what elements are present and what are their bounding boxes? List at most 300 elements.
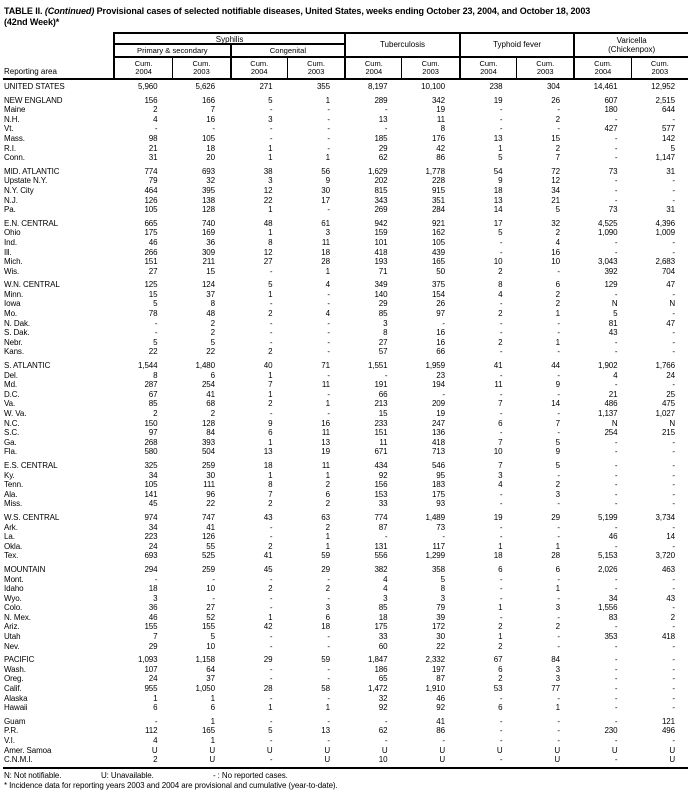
cell: - [212, 574, 215, 584]
cell: - [557, 641, 560, 651]
cell: 5 [153, 337, 158, 347]
table-section [3, 361, 688, 457]
cell: 46 [436, 693, 445, 703]
cell: 58 [321, 684, 330, 694]
col-header-cum: Cum. 2004 [573, 58, 630, 78]
cell: - [614, 641, 618, 651]
cell: 7 [555, 153, 560, 163]
cell: 3 [383, 593, 388, 603]
cell: 156 [144, 95, 158, 105]
row-label: V.I. [4, 736, 15, 745]
cell: 2 [325, 480, 330, 490]
cell: - [327, 114, 330, 124]
cell: 351 [431, 195, 445, 205]
cell: - [614, 574, 618, 584]
cell: - [557, 328, 560, 338]
cell: 259 [201, 564, 215, 574]
cell: 19 [493, 95, 503, 105]
cell: 215 [661, 428, 675, 438]
col-header-cum: Cum. 2004 [344, 58, 401, 78]
cell: 11 [379, 437, 388, 447]
cell: 30 [436, 632, 445, 642]
cell: - [614, 716, 618, 726]
cell: 38 [263, 166, 273, 176]
cell: - [269, 593, 273, 603]
cell: 4 [153, 736, 158, 745]
cell: - [327, 143, 330, 153]
cell: 43 [263, 512, 273, 522]
cell: 7 [498, 399, 503, 409]
cell: - [442, 532, 445, 542]
footnote-not-notifiable: N: Not notifiable. [4, 770, 62, 780]
cell: 29 [148, 641, 158, 651]
title-part2: Provisional cases of selected notifiable diseases, United States, weeks ending October 23, 2004, and October 18, 2003 [94, 6, 591, 16]
cell: - [327, 674, 330, 684]
cell: - [269, 409, 273, 418]
cell: 1,847 [367, 655, 388, 665]
table-row [3, 736, 688, 746]
cell: N [611, 418, 618, 428]
cell: 9 [498, 176, 503, 186]
table-row [3, 532, 688, 542]
title-part1: TABLE II. [4, 6, 45, 16]
cell: - [499, 716, 503, 726]
cell: 343 [374, 195, 388, 205]
cell: 33 [378, 632, 388, 642]
row-label: W.S. CENTRAL [4, 512, 60, 522]
row-label: N.Y. City [4, 185, 34, 195]
cell: 180 [604, 105, 618, 115]
cell: - [557, 347, 560, 357]
cell: 5 [268, 726, 273, 736]
cell: - [672, 309, 675, 319]
cell: 1 [498, 541, 503, 551]
cell: - [269, 133, 273, 143]
cell: 8 [153, 370, 158, 380]
cell: - [672, 195, 675, 205]
cell: 6 [555, 564, 560, 574]
cell: 62 [378, 153, 388, 163]
cell: 11 [321, 380, 330, 390]
table-row [3, 186, 688, 196]
cell: - [442, 389, 445, 399]
column-group-row [115, 34, 688, 58]
cell: 169 [201, 228, 215, 238]
cell: 65 [378, 674, 388, 684]
cell: 269 [374, 205, 388, 215]
cell: 155 [201, 622, 215, 632]
cell: - [614, 153, 618, 163]
row-label: S. Dak. [4, 328, 30, 338]
table-row [3, 280, 688, 290]
cell: 1 [268, 205, 273, 215]
cell: - [442, 736, 445, 745]
table-row [3, 438, 688, 448]
cell: 3,734 [655, 512, 675, 522]
cell: - [557, 726, 560, 736]
cell: 6 [555, 280, 560, 290]
cell: 64 [206, 664, 215, 674]
cell: 21 [608, 389, 618, 399]
cell: 259 [201, 460, 215, 470]
cell: 27 [206, 603, 215, 613]
cell: 254 [604, 428, 618, 438]
cell: - [499, 370, 503, 380]
cell: 1 [210, 693, 215, 703]
table-section [3, 565, 688, 651]
cell: 45 [148, 499, 158, 509]
cell: U [266, 745, 273, 755]
table-row [3, 115, 688, 125]
row-label: Calif. [4, 684, 22, 694]
cell: - [672, 489, 675, 499]
cell: 254 [201, 380, 215, 390]
cell: 1,551 [367, 361, 388, 371]
table-section [3, 513, 688, 561]
cell: 921 [431, 218, 445, 228]
cell: 8 [210, 299, 215, 309]
cell: - [557, 370, 560, 380]
cell: 1,778 [425, 166, 445, 176]
table-section [3, 461, 688, 509]
cell: 7 [268, 489, 273, 499]
row-label: N.J. [4, 195, 18, 205]
cell: 4 [325, 280, 330, 290]
cell: 211 [202, 257, 215, 267]
cell: - [269, 664, 273, 674]
cell: - [269, 337, 273, 347]
cell: - [672, 380, 675, 390]
cell: 2 [555, 114, 560, 124]
cell: 4,396 [655, 218, 675, 228]
cell: - [614, 114, 618, 124]
cell: 19 [493, 512, 503, 522]
cell: 87 [378, 522, 388, 532]
cell: 1 [268, 612, 273, 622]
table-row [3, 338, 688, 348]
cell: - [672, 522, 675, 532]
cell: 29 [321, 564, 330, 574]
table-row [3, 461, 688, 471]
cell: - [269, 603, 273, 613]
row-label: Pa. [4, 205, 16, 215]
cell: - [269, 328, 273, 338]
cell: - [672, 541, 675, 551]
cell: 2 [268, 399, 273, 409]
cell: 11 [321, 460, 330, 470]
table-row [3, 523, 688, 533]
cell: 228 [431, 176, 445, 186]
cell: 3 [325, 228, 330, 238]
cell: - [269, 693, 273, 703]
cell: 1,093 [137, 655, 158, 665]
cell: 93 [436, 499, 445, 509]
cell: 375 [431, 280, 445, 290]
cell: 125 [144, 280, 158, 290]
table-section [3, 717, 688, 765]
table-section [3, 82, 688, 92]
cell: - [672, 337, 675, 347]
cell: 2 [555, 299, 560, 309]
cell: 815 [374, 185, 388, 195]
cell: 175 [431, 489, 445, 499]
cell: 34 [551, 185, 560, 195]
table-section [3, 219, 688, 277]
cell: 98 [148, 133, 158, 143]
cell: 353 [604, 632, 618, 642]
cell: 3 [268, 114, 273, 124]
row-label: Miss. [4, 499, 23, 509]
cell: 3 [555, 489, 560, 499]
cell: 1,090 [597, 228, 618, 238]
cell: - [672, 674, 675, 684]
row-label: Ohio [4, 228, 21, 238]
cell: 17 [493, 218, 503, 228]
cell: 40 [263, 361, 273, 371]
cell: 42 [436, 143, 445, 153]
cell: 85 [378, 603, 388, 613]
cell: 2 [268, 584, 273, 594]
table-row [3, 542, 688, 552]
cell: 304 [546, 82, 560, 91]
cell: 10 [378, 755, 388, 765]
cell: 138 [201, 195, 215, 205]
cell: 16 [206, 114, 215, 124]
cell: - [614, 736, 618, 745]
row-label: Ark. [4, 522, 18, 532]
cell: - [269, 105, 273, 115]
cell: - [499, 409, 503, 418]
table-row [3, 267, 688, 277]
table-row [3, 674, 688, 684]
cell: 1 [153, 693, 158, 703]
col-header-cum: Cum. 2003 [172, 58, 229, 78]
cell: - [614, 237, 618, 247]
cell: 128 [201, 205, 215, 215]
cell: - [499, 389, 503, 399]
cell: - [614, 489, 618, 499]
cell: - [499, 755, 503, 765]
cell: 8 [498, 280, 503, 290]
cell: 29 [263, 655, 273, 665]
cell: - [327, 205, 330, 215]
cell: 7 [210, 105, 215, 115]
cell: 13 [321, 726, 330, 736]
cell: 11 [321, 428, 330, 438]
table-row [3, 196, 688, 206]
row-label: Va. [4, 399, 16, 409]
table-row [3, 551, 688, 561]
cell: 77 [551, 684, 560, 694]
row-label: Tex. [4, 551, 19, 561]
cell: 14 [493, 205, 503, 215]
row-label: Wyo. [4, 593, 22, 603]
cell: 10 [206, 584, 215, 594]
cell: 1,556 [597, 603, 618, 613]
cell: - [672, 603, 675, 613]
cell: 8 [440, 124, 445, 134]
table-row [3, 105, 688, 115]
cell: 48 [263, 218, 273, 228]
cell: 13 [321, 437, 330, 447]
cell: 1,147 [655, 153, 675, 163]
table-row [3, 371, 688, 381]
cell: 2 [325, 584, 330, 594]
cell: - [499, 726, 503, 736]
cell: U [554, 745, 560, 755]
cell: 45 [263, 564, 273, 574]
cell: 1 [268, 703, 273, 713]
row-label: Mich. [4, 257, 23, 267]
cell: 15 [551, 133, 560, 143]
cell: - [499, 428, 503, 438]
cell: N [669, 299, 675, 309]
cell: 418 [374, 247, 388, 257]
row-label: P.R. [4, 726, 19, 736]
cell: - [327, 693, 330, 703]
col-group-typhoid-fever: Typhoid fever [459, 34, 574, 56]
cell: 2 [210, 328, 215, 338]
cell: - [499, 584, 503, 594]
cell: 3 [383, 318, 388, 328]
cell: 1,902 [597, 361, 618, 371]
cell: 41 [493, 361, 503, 371]
cell: - [557, 428, 560, 438]
cell: 124 [201, 280, 215, 290]
cell: - [672, 114, 675, 124]
cell: - [327, 632, 330, 642]
cell: 34 [148, 522, 158, 532]
row-label: Md. [4, 380, 18, 390]
cell: 155 [144, 622, 158, 632]
cell: U [324, 755, 330, 765]
cell: 15 [206, 266, 215, 276]
cell: 22 [206, 499, 215, 509]
cell: - [327, 574, 330, 584]
col-header-cum: Cum. 2004 [459, 58, 516, 78]
cell: 5 [210, 337, 215, 347]
cell: 1 [325, 532, 330, 542]
cell: 5 [555, 205, 560, 215]
cell: - [614, 195, 618, 205]
cell: - [557, 612, 560, 622]
cell: 43 [608, 328, 618, 338]
cell: 693 [144, 551, 158, 561]
cell: 355 [316, 82, 330, 91]
cell: - [499, 237, 503, 247]
row-label: Ariz. [4, 622, 20, 632]
row-label: N. Mex. [4, 612, 31, 622]
cell: 176 [431, 133, 445, 143]
cell: 2 [498, 674, 503, 684]
cell: - [269, 266, 273, 276]
cell: - [212, 124, 215, 134]
cell: 18 [263, 460, 273, 470]
row-label: Tenn. [4, 480, 24, 490]
cell: 464 [144, 185, 158, 195]
cell: 5 [555, 437, 560, 447]
cell: 24 [148, 541, 158, 551]
cell: - [327, 347, 330, 357]
cell: 4,525 [597, 218, 618, 228]
cell: 13 [263, 447, 273, 457]
cell: 14 [666, 532, 675, 542]
table-row [3, 603, 688, 613]
table-row [3, 447, 688, 457]
cell: 52 [206, 612, 215, 622]
table-section [3, 167, 688, 215]
cell: - [154, 318, 158, 328]
cell: 2 [498, 337, 503, 347]
cell: 95 [436, 470, 445, 480]
cell: 284 [431, 205, 445, 215]
cell: 2,683 [655, 257, 675, 267]
cell: 266 [144, 247, 158, 257]
cell: 8 [383, 328, 388, 338]
cell: 34 [148, 470, 158, 480]
cell: 111 [203, 480, 215, 490]
cell: 60 [378, 641, 388, 651]
cell: - [614, 655, 618, 665]
cell: - [557, 532, 560, 542]
cell: - [269, 736, 273, 745]
cell: 71 [321, 361, 330, 371]
cell: - [269, 632, 273, 642]
row-label: Nebr. [4, 337, 23, 347]
cell: 15 [148, 289, 158, 299]
cell: 209 [431, 399, 445, 409]
cell: 5 [153, 299, 158, 309]
cell: 12 [263, 247, 273, 257]
cell: 10 [206, 641, 215, 651]
cell: - [384, 736, 388, 745]
table-row [3, 328, 688, 338]
cell: 13 [378, 114, 388, 124]
cell: 1,910 [425, 684, 445, 694]
cell: 11 [436, 114, 445, 124]
table-row [3, 219, 688, 229]
cell: - [327, 318, 330, 328]
table-row [3, 96, 688, 106]
cell: U [209, 755, 215, 765]
cell: - [327, 105, 330, 115]
cell: 1 [210, 736, 215, 745]
cell: 54 [493, 166, 503, 176]
cell: - [269, 674, 273, 684]
cell: 92 [436, 703, 445, 713]
cell: 418 [431, 437, 445, 447]
cell: 79 [148, 176, 158, 186]
table-row [3, 134, 688, 144]
row-label: S. ATLANTIC [4, 361, 51, 371]
cell: - [499, 693, 503, 703]
row-label: Kans. [4, 347, 24, 357]
cell: 28 [321, 257, 330, 267]
table-row [3, 480, 688, 490]
cell: - [614, 437, 618, 447]
cell: 197 [431, 664, 445, 674]
cell: N [611, 299, 618, 309]
cell: 21 [148, 143, 158, 153]
cell: - [269, 299, 273, 309]
cell: - [614, 289, 618, 299]
table-row [3, 565, 688, 575]
cell: 19 [436, 409, 445, 418]
cell: 5 [498, 153, 503, 163]
cell: - [614, 247, 618, 257]
cell: - [614, 176, 618, 186]
cell: 693 [201, 166, 215, 176]
